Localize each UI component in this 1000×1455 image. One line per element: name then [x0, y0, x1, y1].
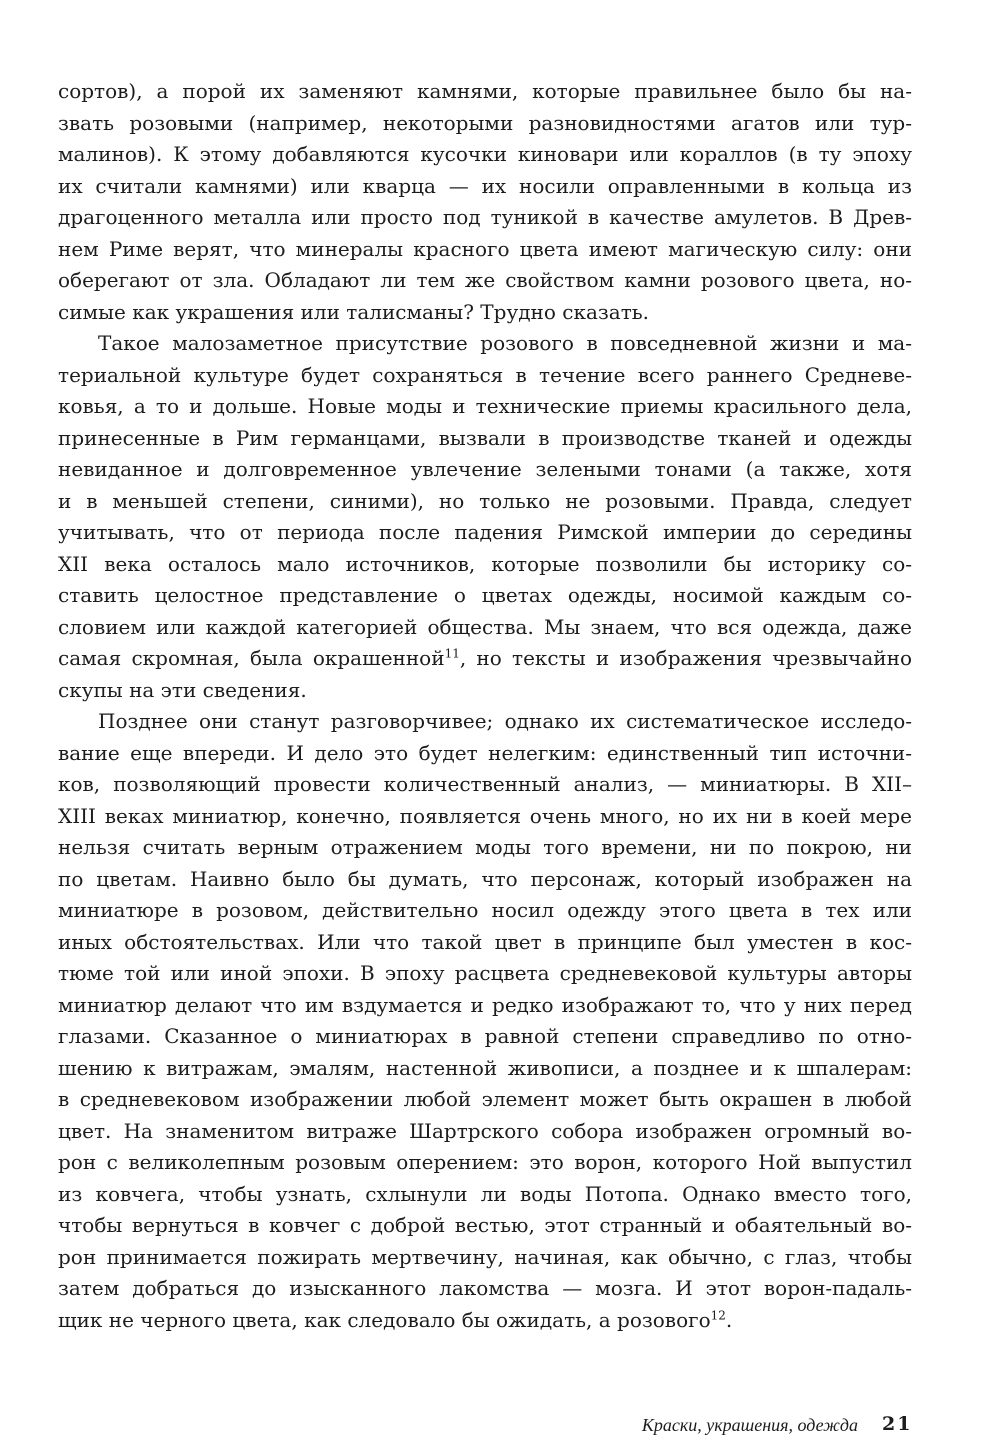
text-line: словием или каждой категорией общества. Мы знаем, что вся одежда, даже [58, 614, 912, 639]
text-line: рон с великолепным розовым оперением: это ворон, которого Ной выпустил [58, 1150, 912, 1174]
text-line: цвет. На знаменитом витраже Шартрского собора изображен огромный во- [58, 1118, 912, 1143]
text-line: скупы на эти сведения. [58, 677, 307, 702]
text-line: нем Риме верят, что минералы красного цвета имеют магическую силу: они [58, 236, 912, 261]
text-line: симые как украшения или талисманы? Трудно сказать. [58, 299, 650, 324]
text-line: вание еще впереди. И дело это будет нелегким: единственный тип источни- [58, 740, 912, 765]
running-title: Краски, украшения, одежда [641, 1415, 858, 1435]
text-line: Позднее они станут разговорчивее; однако их систематическое исследо- [98, 709, 912, 733]
text-line: ковья, а то и дольше. Новые моды и технические приемы красильного дела, [58, 394, 912, 418]
body-text [58, 76, 912, 1336]
footnote-ref-11[interactable]: 11 [444, 646, 460, 661]
text-line-with-footnote [58, 1305, 912, 1337]
text-line: глазами. Сказанное о миниатюрах в равной степени справедливо по отно- [58, 1024, 912, 1048]
paragraph-1 [58, 76, 912, 328]
text-line: оберегают от зла. Обладают ли тем же свойством камни розового цвета, но- [58, 268, 912, 292]
text-line: XII века осталось мало источников, которые позволили бы историку со- [58, 551, 912, 576]
paragraph-2 [58, 328, 912, 706]
text-line: XIII веках миниатюр, конечно, появляется очень много, но их ни в коей мере [58, 803, 912, 828]
text-line: ков, позволяющий провести количественный анализ, — миниатюры. В XII– [58, 772, 912, 796]
text-line: звать розовыми (например, некоторыми разновидностями агатов или тур- [58, 110, 912, 135]
text-segment: щик не черного цвета, как следовало бы ожидать, а розового [58, 1307, 711, 1332]
text-line: драгоценного металла или просто под туникой в качестве амулетов. В Древ- [58, 205, 912, 229]
text-line: миниатюр делают что им вздумается и редко изображают то, что у них перед [58, 992, 912, 1017]
text-line: принесенные в Рим германцами, вызвали в производстве тканей и одежды [58, 425, 912, 450]
text-line: чтобы вернуться в ковчег с доброй вестью, этот странный и обаятельный во- [58, 1213, 912, 1237]
text-line: сортов), а порой их заменяют камнями, которые правильнее было бы на- [58, 79, 912, 103]
text-line: их считали камнями) или кварца — их носили оправленными в кольца из [58, 173, 912, 198]
text-line: учитывать, что от периода после падения Римской империи до середины [58, 520, 912, 544]
text-line: Такое малозаметное присутствие розового в повседневной жизни и ма- [98, 331, 912, 355]
text-line: шению к витражам, эмалям, настенной живописи, а позднее и к шпалерам: [58, 1055, 912, 1080]
text-line: тюме той или иной эпохи. В эпоху расцвета средневековой культуры авторы [58, 961, 912, 985]
text-line: по цветам. Наивно было бы думать, что персонаж, который изображен на [58, 866, 912, 891]
text-segment: самая скромная, была окрашенной [58, 646, 445, 670]
text-line: и в меньшей степени, синими), но только не розовыми. Правда, следует [58, 488, 912, 513]
text-line: рон принимается пожирать мертвечину, начиная, как обычно, с глаз, чтобы [58, 1244, 912, 1269]
text-segment: , но тексты и изображения чрезвычайно [459, 646, 912, 670]
text-line: ставить целостное представление о цветах одежды, носимой каждым со- [58, 583, 912, 607]
text-line: иных обстоятельствах. Или что такой цвет в принципе был уместен в кос- [58, 929, 912, 954]
paragraph-3 [58, 706, 912, 1336]
footnote-ref-12[interactable]: 12 [710, 1307, 726, 1322]
text-line: териальной культуре будет сохраняться в течение всего раннего Средневе- [58, 362, 912, 387]
page-number: 21 [882, 1413, 913, 1435]
text-line: миниатюре в розовом, действительно носил одежду этого цвета в тех или [58, 898, 912, 922]
text-line: из ковчега, чтобы узнать, схлынули ли воды Потопа. Однако вместо того, [58, 1181, 912, 1206]
text-line: малинов). К этому добавляются кусочки киновари или кораллов (в ту эпоху [58, 142, 912, 166]
text-line: затем добраться до изысканного лакомства — мозга. И этот ворон-падаль- [58, 1276, 912, 1300]
text-line: нельзя считать верным отражением моды того времени, ни по покрою, ни [58, 835, 912, 859]
text-line-with-footnote [58, 643, 912, 675]
text-line: в средневековом изображении любой элемент может быть окрашен в любой [58, 1087, 912, 1111]
text-line: невиданное и долговременное увлечение зелеными тонами (а также, хотя [58, 457, 912, 481]
text-segment: . [725, 1307, 733, 1332]
